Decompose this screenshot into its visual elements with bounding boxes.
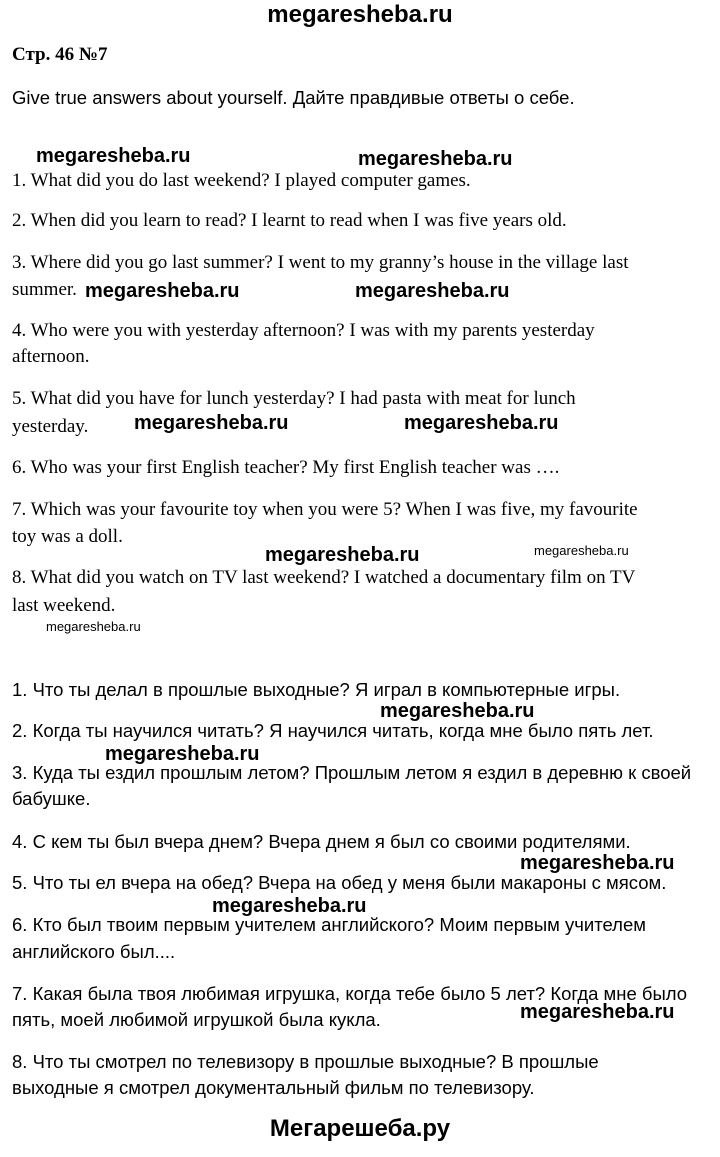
site-header: megaresheba.ru	[267, 1, 453, 28]
watermark: megaresheba.ru	[46, 619, 141, 634]
watermark: megaresheba.ru	[85, 280, 240, 302]
watermark: megaresheba.ru	[134, 412, 289, 434]
russian-line-2: 2. Когда ты научился читать? Я научился читать, когда мне было пять лет.	[12, 720, 654, 741]
russian-line-6-cont: английского был....	[12, 941, 176, 962]
english-line-6: 6. Who was your first English teacher? My first English teacher was ….	[12, 457, 560, 478]
russian-line-7: 7. Какая была твоя любимая игрушка, когда тебе было 5 лет? Когда мне было	[12, 983, 688, 1004]
watermark: megaresheba.ru	[355, 280, 510, 302]
watermark: megaresheba.ru	[265, 544, 420, 566]
english-line-4: 4. Who were you with yesterday afternoon? I was with my parents yesterday	[12, 320, 595, 341]
russian-line-8-cont: выходные я смотрел документальный фильм по телевизору.	[12, 1077, 535, 1098]
english-line-7-cont: toy was a doll.	[12, 526, 123, 547]
english-line-4-cont: afternoon.	[12, 346, 90, 367]
russian-line-8: 8. Что ты смотрел по телевизору в прошлые выходные? В прошлые	[12, 1051, 599, 1072]
russian-line-1: 1. Что ты делал в прошлые выходные? Я играл в компьютерные игры.	[12, 679, 621, 700]
watermark: megaresheba.ru	[212, 895, 367, 917]
task-instruction: Give true answers about yourself. Дайте правдивые ответы о себе.	[12, 87, 575, 108]
english-line-2: 2. When did you learn to read? I learnt to read when I was five years old.	[12, 210, 567, 231]
russian-line-6: 6. Кто был твоим первым учителем английского? Моим первым учителем	[12, 914, 646, 935]
english-line-8-cont: last weekend.	[12, 595, 116, 616]
watermark: megaresheba.ru	[36, 145, 191, 167]
english-line-3-cont: summer.	[12, 279, 77, 300]
russian-line-7-cont: пять, моей любимой игрушкой была кукла.	[12, 1009, 381, 1030]
russian-line-3: 3. Куда ты ездил прошлым летом? Прошлым летом я ездил в деревню к своей	[12, 762, 692, 783]
watermark: megaresheba.ru	[380, 700, 535, 722]
russian-line-4: 4. С кем ты был вчера днем? Вчера днем я был со своими родителями.	[12, 831, 631, 852]
site-footer: Мегарешеба.ру	[269, 1115, 451, 1142]
english-line-3: 3. Where did you go last summer? I went to my granny’s house in the village last	[12, 252, 629, 273]
english-line-7: 7. Which was your favourite toy when you were 5? When I was five, my favourite	[12, 499, 638, 520]
english-line-5-cont: yesterday.	[12, 416, 89, 437]
watermark: megaresheba.ru	[534, 543, 629, 558]
watermark: megaresheba.ru	[520, 1001, 675, 1023]
english-line-8: 8. What did you watch on TV last weekend? I watched a documentary film on TV	[12, 567, 636, 588]
watermark: megaresheba.ru	[520, 852, 675, 874]
page-reference: Стр. 46 №7	[12, 44, 108, 65]
english-line-1: 1. What did you do last weekend? I played computer games.	[12, 170, 471, 191]
english-line-5: 5. What did you have for lunch yesterday? I had pasta with meat for lunch	[12, 388, 576, 409]
watermark: megaresheba.ru	[404, 412, 559, 434]
russian-line-5: 5. Что ты ел вчера на обед? Вчера на обед у меня были макароны с мясом.	[12, 872, 667, 893]
russian-line-3-cont: бабушке.	[12, 788, 91, 809]
watermark: megaresheba.ru	[105, 743, 260, 765]
watermark: megaresheba.ru	[358, 148, 513, 170]
